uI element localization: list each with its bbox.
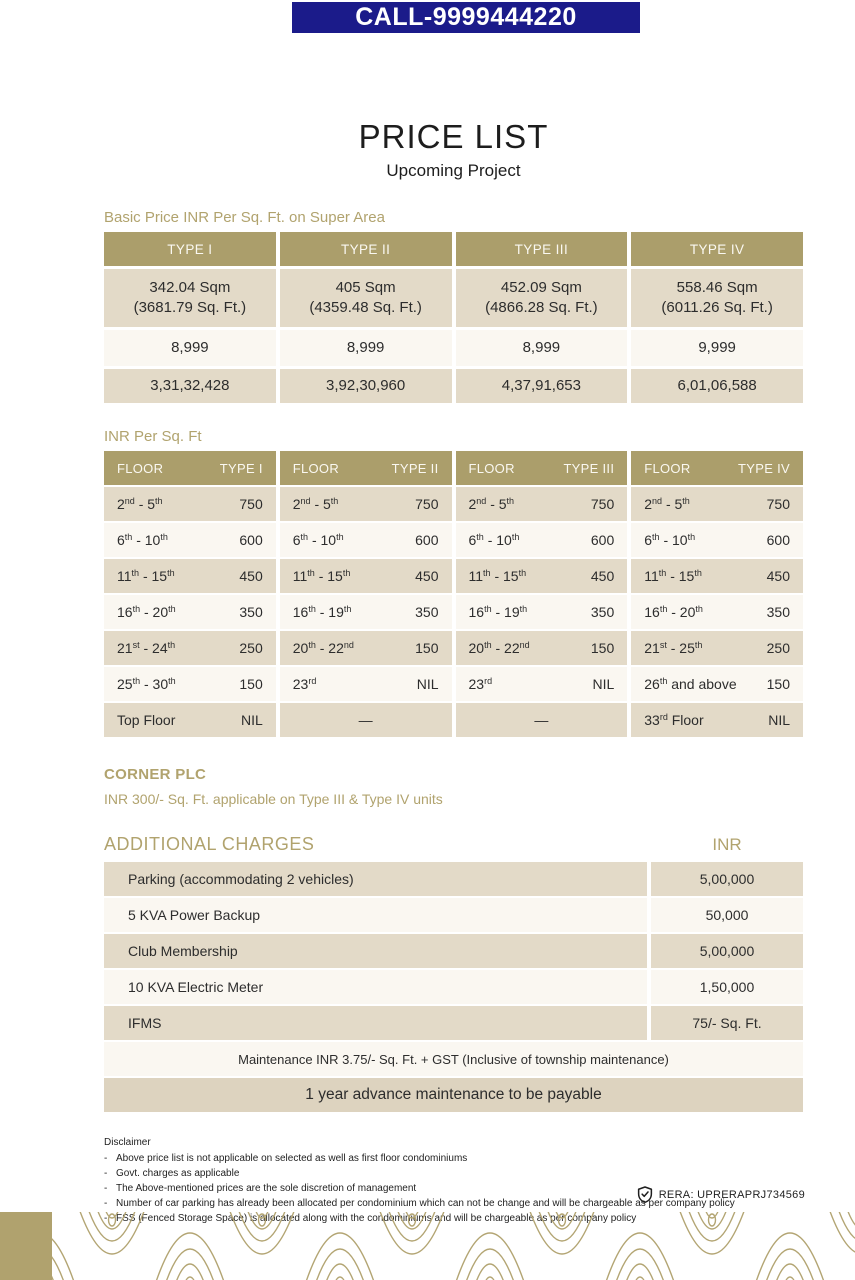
charge-value: 75/- Sq. Ft. <box>651 1006 803 1040</box>
floor-range: 2nd - 5th <box>644 496 690 512</box>
charge-row <box>104 898 803 932</box>
floor-range: 25th - 30th <box>117 676 176 692</box>
floor-row <box>456 595 628 629</box>
disclaimer-bullet: - <box>104 1183 108 1194</box>
floor-range: 16th - 19th <box>292 604 352 620</box>
rate-cell: 8,999 <box>456 330 628 366</box>
floor-range: 2nd - 5th <box>117 496 163 512</box>
floor-row <box>280 595 452 629</box>
basic-column-header: TYPE III <box>456 232 628 266</box>
corner-plc-title: CORNER PLC <box>104 766 207 783</box>
area-cell: 558.46 Sqm (6011.26 Sq. Ft.) <box>631 269 803 327</box>
floor-rate-table <box>631 451 803 737</box>
floor-row <box>456 487 628 521</box>
floor-table-header <box>456 451 628 485</box>
main-content <box>104 0 803 1226</box>
charge-value: 50,000 <box>651 898 803 932</box>
floor-rate: 350 <box>766 604 790 620</box>
charge-row <box>104 1006 803 1040</box>
floor-rate: 450 <box>766 568 790 584</box>
floor-range: 20th - 22nd <box>468 640 530 656</box>
floor-rate: 150 <box>415 640 439 656</box>
advance-maintenance-note: 1 year advance maintenance to be payable <box>104 1078 803 1112</box>
charge-label: Club Membership <box>104 934 647 968</box>
area-cell: 342.04 Sqm (3681.79 Sq. Ft.) <box>104 269 276 327</box>
area-cell: 452.09 Sqm (4866.28 Sq. Ft.) <box>456 269 628 327</box>
charge-row <box>104 970 803 1004</box>
floor-row <box>631 595 803 629</box>
floor-rate: 250 <box>239 640 263 656</box>
floor-row <box>631 703 803 737</box>
floor-rate-table <box>104 451 276 737</box>
type-header-label: TYPE III <box>563 460 615 476</box>
page-subtitle: Upcoming Project <box>386 161 521 180</box>
basic-column-header: TYPE II <box>280 232 452 266</box>
page-title: PRICE LIST <box>358 118 549 155</box>
area-cell: 405 Sqm (4359.48 Sq. Ft.) <box>280 269 452 327</box>
disclaimer-text: The Above-mentioned prices are the sole discretion of management <box>116 1183 417 1194</box>
floor-row <box>280 559 452 593</box>
rate-cell: 8,999 <box>280 330 452 366</box>
floor-range: 11th - 15th <box>468 568 527 584</box>
floor-row <box>631 667 803 701</box>
floor-range: 6th - 10th <box>644 532 696 548</box>
floor-range: 21st - 25th <box>644 640 703 656</box>
rate-cell: 8,999 <box>104 330 276 366</box>
floor-range: 23rd <box>468 676 493 692</box>
floor-row <box>104 559 276 593</box>
charge-label: IFMS <box>104 1006 647 1040</box>
floor-header-label: FLOOR <box>292 460 340 476</box>
total-price-cell: 3,31,32,428 <box>104 369 276 403</box>
floor-table-header <box>631 451 803 485</box>
floor-table-header <box>104 451 276 485</box>
rate-cell: 9,999 <box>631 330 803 366</box>
floor-rate: 600 <box>766 532 790 548</box>
corner-plc-section <box>104 766 803 807</box>
gold-corner-block <box>0 1212 52 1280</box>
floor-rate: 450 <box>590 568 615 584</box>
disclaimer-bullet: - <box>104 1168 108 1179</box>
disclaimer-item <box>104 1166 803 1181</box>
charge-row <box>104 934 803 968</box>
maintenance-note: Maintenance INR 3.75/- Sq. Ft. + GST (Inclusive of township maintenance) <box>104 1042 803 1076</box>
floor-row <box>104 631 276 665</box>
floor-row <box>280 667 452 701</box>
floor-range: Top Floor <box>117 712 176 728</box>
floor-row <box>631 631 803 665</box>
disclaimer-bullet: - <box>104 1198 108 1209</box>
floor-row <box>280 523 452 557</box>
floor-header-label: FLOOR <box>644 460 691 476</box>
total-price-cell: 3,92,30,960 <box>280 369 452 403</box>
floor-row <box>280 631 452 665</box>
floor-rate: 750 <box>766 496 790 512</box>
charge-value: 1,50,000 <box>651 970 803 1004</box>
floor-rate: 350 <box>415 604 439 620</box>
disclaimer-title: Disclaimer <box>104 1137 151 1148</box>
charge-row <box>104 862 803 896</box>
basic-column-header: TYPE I <box>104 232 276 266</box>
floor-rate: 600 <box>590 532 615 548</box>
floor-rate: 600 <box>239 532 263 548</box>
title-block <box>104 118 803 181</box>
floor-range: 16th - 20th <box>117 604 176 620</box>
floor-range: 2nd - 5th <box>292 496 339 512</box>
floor-range: 11th - 15th <box>117 568 175 584</box>
additional-charges-header <box>104 834 803 855</box>
floor-row <box>631 523 803 557</box>
charge-value: 5,00,000 <box>651 862 803 896</box>
charge-value: 5,00,000 <box>651 934 803 968</box>
additional-charges-title: ADDITIONAL CHARGES <box>104 834 315 854</box>
floor-rate: 150 <box>590 640 615 656</box>
basic-price-table <box>104 232 803 403</box>
floor-range: 11th - 15th <box>644 568 702 584</box>
basic-column-header: TYPE IV <box>631 232 803 266</box>
floor-row <box>456 631 628 665</box>
decorative-wave-band <box>0 1212 855 1280</box>
floor-range: 2nd - 5th <box>468 496 515 512</box>
floor-range: 33rd Floor <box>644 712 704 728</box>
floor-row <box>280 487 452 521</box>
floor-range: 16th - 19th <box>468 604 528 620</box>
call-phone-number: CALL-9999444220 <box>355 3 577 31</box>
contour-pattern <box>0 1212 855 1280</box>
floor-range: 20th - 22nd <box>292 640 354 656</box>
inr-column-header: INR <box>712 834 742 854</box>
charge-label: 10 KVA Electric Meter <box>104 970 647 1004</box>
floor-row <box>104 703 276 737</box>
floor-row <box>456 667 628 701</box>
floor-range: 23rd <box>292 676 317 692</box>
floor-row <box>104 595 276 629</box>
disclaimer-text: Above price list is not applicable on selected as well as first floor condominiums <box>116 1153 468 1164</box>
floor-row-empty: — <box>280 703 452 737</box>
floor-rate: 150 <box>239 676 263 692</box>
disclaimer-text: Number of car parking has already been allocated per condominium which can not be change and will be chargeable as per company policy <box>116 1198 735 1209</box>
rera-number: RERA: UPRERAPRJ734569 <box>658 1188 805 1201</box>
corner-plc-note: INR 300/- Sq. Ft. applicable on Type III & Type IV units <box>104 791 443 807</box>
floor-rate: 350 <box>590 604 615 620</box>
floor-rate: 250 <box>766 640 790 656</box>
floor-row <box>104 667 276 701</box>
disclaimer-bullet: - <box>104 1153 108 1164</box>
floor-range: 11th - 15th <box>292 568 351 584</box>
floor-row <box>631 559 803 593</box>
floor-range: 16th - 20th <box>644 604 703 620</box>
floor-rates-section-label: INR Per Sq. Ft <box>104 428 202 445</box>
floor-row <box>104 523 276 557</box>
floor-rate: 750 <box>239 496 263 512</box>
disclaimer-text: Govt. charges as applicable <box>116 1168 240 1179</box>
floor-rate: NIL <box>240 712 263 728</box>
floor-row <box>631 487 803 521</box>
charge-label: 5 KVA Power Backup <box>104 898 647 932</box>
floor-range: 26th and above <box>644 676 737 692</box>
floor-range: 6th - 10th <box>468 532 520 548</box>
floor-header-label: FLOOR <box>117 460 164 476</box>
floor-row-empty: — <box>456 703 628 737</box>
floor-header-label: FLOOR <box>468 460 515 476</box>
floor-row <box>104 487 276 521</box>
floor-rate: 750 <box>415 496 439 512</box>
type-header-label: TYPE I <box>219 460 263 476</box>
floor-range: 6th - 10th <box>117 532 168 548</box>
shield-check-icon <box>636 1185 654 1204</box>
floor-table-header <box>280 451 452 485</box>
additional-charges-table <box>104 862 803 1112</box>
floor-range: 21st - 24th <box>117 640 176 656</box>
floor-rate: NIL <box>416 676 439 692</box>
floor-rate: 450 <box>239 568 263 584</box>
basic-price-section-label: Basic Price INR Per Sq. Ft. on Super Area <box>104 209 385 226</box>
charge-label: Parking (accommodating 2 vehicles) <box>104 862 647 896</box>
floor-rate: 350 <box>239 604 263 620</box>
type-header-label: TYPE IV <box>738 460 790 476</box>
floor-rate: 750 <box>590 496 615 512</box>
disclaimer-item <box>104 1151 803 1166</box>
type-header-label: TYPE II <box>391 460 439 476</box>
floor-rate: 150 <box>766 676 790 692</box>
floor-rate-table <box>280 451 452 737</box>
floor-rates-tables <box>104 451 803 737</box>
floor-row <box>456 559 628 593</box>
floor-rate: NIL <box>592 676 615 692</box>
total-price-cell: 6,01,06,588 <box>631 369 803 403</box>
floor-rate: NIL <box>768 712 790 728</box>
rera-badge <box>636 1185 805 1204</box>
floor-range: 6th - 10th <box>292 532 344 548</box>
floor-row <box>456 523 628 557</box>
floor-rate-table <box>456 451 628 737</box>
total-price-cell: 4,37,91,653 <box>456 369 628 403</box>
floor-rate: 450 <box>415 568 439 584</box>
floor-rate: 600 <box>415 532 439 548</box>
